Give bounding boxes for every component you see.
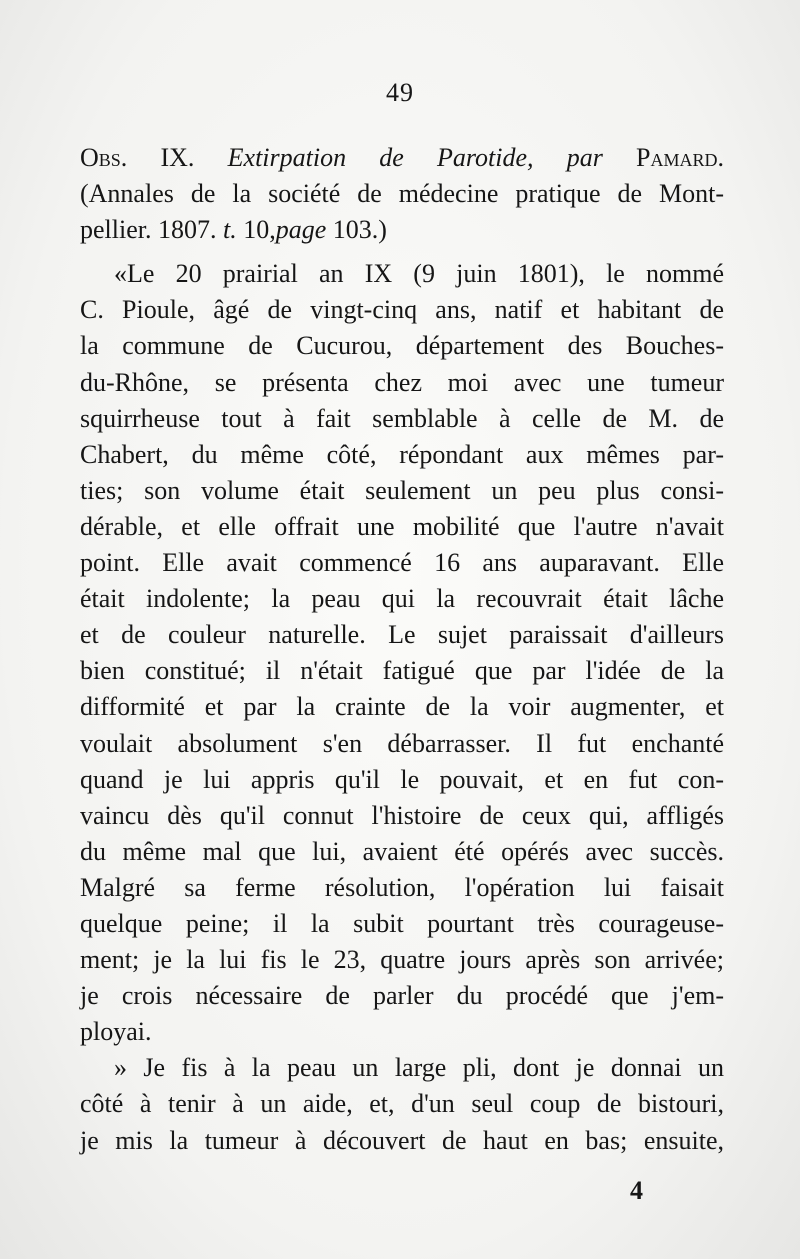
paragraph-1-line: point. Elle avait commencé 16 ans auparavant. Elle [80,548,724,578]
paragraph-1-line: «Le 20 prairial an IX (9 juin 1801), le nommé [114,259,724,289]
obs-label: Obs. IX. [80,143,195,172]
paragraph-1-line: ties; son volume était seulement un peu plus consi- [80,475,724,505]
paragraph-1-line: Chabert, du même côté, répondant aux mêmes par- [80,439,724,469]
paragraph-1-line: bien constitué; il n'était fatigué que par l'idée de la [80,656,724,686]
paragraph-1-line: était indolente; la peau qui la recouvrait était lâche [80,584,724,614]
paragraph-1-line: dérable, et elle offrait une mobilité que l'autre n'avait [80,511,724,541]
obs-title: Extirpation de Parotide, par [227,143,603,172]
obs-tome-label: t. [222,215,237,245]
paragraph-1-line: ployai. [80,1017,152,1047]
paragraph-1-line: difformité et par la crainte de la voir augmenter, et [80,692,724,722]
page-number: 49 [386,78,414,107]
obs-heading-line-1 [80,140,724,176]
paragraph-2-line: » Je fis à la peau un large pli, dont je donnai un [114,1053,724,1083]
obs-year: pellier. 1807. [80,215,217,245]
paragraph-1-line: quelque peine; il la subit pourtant très courageuse- [80,908,724,938]
paragraph-1-line: vaincu dès qu'il connut l'histoire de ceux qui, affligés [80,800,724,830]
obs-tome-number: 10, [243,215,276,245]
paragraph-1-line: la commune de Cucurou, département des Bouches- [80,331,724,361]
obs-heading-line-3 [80,212,724,248]
paragraph-1-line: voulait absolument s'en débarrasser. Il fut enchanté [80,728,724,758]
obs-author: Pamard. [636,143,725,172]
paragraph-1-line: quand je lui appris qu'il le pouvait, et en fut con- [80,764,724,794]
obs-page-number: 103.) [332,215,387,245]
obs-page-label: page [275,215,327,245]
paragraph-1-line: du-Rhône, se présenta chez moi avec une tumeur [80,367,724,397]
paragraph-1-line: C. Pioule, âgé de vingt-cinq ans, natif et habitant de [80,295,724,325]
paragraph-1-line: squirrheuse tout à fait semblable à celle de M. de [80,403,724,433]
paragraph-1-line: Malgré sa ferme résolution, l'opération lui faisait [80,872,724,902]
paragraph-1-line: ment; je la lui fis le 23, quatre jours après son arrivée; [80,945,724,975]
text-block [80,140,724,1159]
obs-heading-line-2: (Annales de la société de médecine pratique de Mont- [80,179,724,209]
paragraph-2-line: côté à tenir à un aide, et, d'un seul coup de bistouri, [80,1089,724,1119]
signature-mark: 4 [630,1176,643,1205]
paragraph-1-line: et de couleur naturelle. Le sujet paraissait d'ailleurs [80,620,724,650]
paragraph-2-line: je mis la tumeur à découvert de haut en bas; ensuite, [80,1125,724,1155]
paragraph-1-line: je crois nécessaire de parler du procédé que j'em- [80,981,724,1011]
paragraph-1-line: du même mal que lui, avaient été opérés avec succès. [80,836,724,866]
